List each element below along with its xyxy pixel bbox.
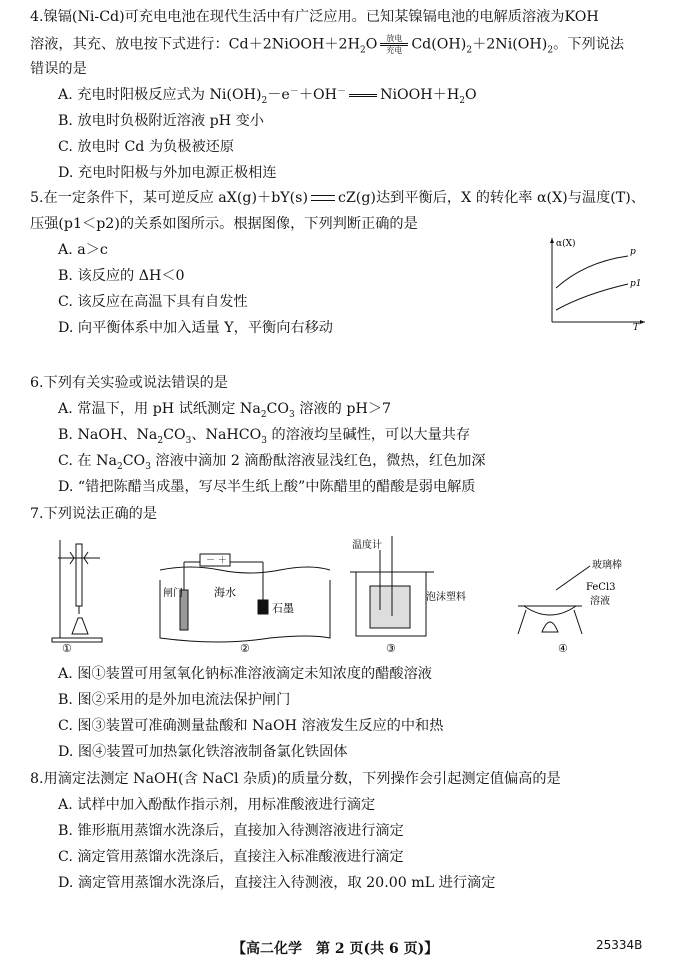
q8-option-b: B. 锥形瓶用蒸馏水洗涤后，直接加入待测溶液进行滴定 <box>58 823 404 839</box>
q6a-p3: 溶液的 pH＞7 <box>294 401 392 417</box>
q5-option-b: B. 该反应的 ΔH＜0 <box>58 268 185 284</box>
q5-l1b: cZ(g)达到平衡后，X 的转化率 α(X)与温度(T)、 <box>338 190 645 206</box>
q6b-p1: B. NaOH、Na <box>58 427 158 443</box>
q6c-p3: 溶液中滴加 2 滴酚酞溶液显浅红色，微热，红色加深 <box>150 453 486 469</box>
q6c-p2: CO <box>122 453 146 469</box>
q4a-p2: －e <box>267 87 290 103</box>
footer-page-info: 【高二化学 第 2 页(共 6 页)】 <box>232 941 439 957</box>
q5-l1a: 5.在一定条件下，某可逆反应 aX(g)＋bY(s) <box>30 190 308 206</box>
q8-option-c: C. 滴定管用蒸馏水洗涤后，直接注入标准酸液进行滴定 <box>58 849 404 865</box>
equals-sign-icon <box>349 94 377 97</box>
q6a-p1: A. 常温下，用 pH 试纸测定 Na <box>58 401 261 417</box>
q6b-p2: CO <box>163 427 186 443</box>
fig3-foam-label: 泡沫塑料 <box>426 592 466 603</box>
q6-stem: 6.下列有关实验或说法错误的是 <box>30 375 228 391</box>
q7-option-b: B. 图②采用的是外加电流法保护闸门 <box>58 692 291 708</box>
reversible-arrow-icon <box>311 195 335 201</box>
graph-xlabel: T <box>633 323 640 332</box>
q8-option-d: D. 滴定管用蒸馏水洗涤后，直接注入待测液，取 20.00 mL 进行滴定 <box>58 875 496 891</box>
q7-option-c: C. 图③装置可准确测量盐酸和 NaOH 溶液发生反应的中和热 <box>58 718 444 734</box>
q4a-p3: ＋OH <box>298 87 338 103</box>
q8-stem: 8.用滴定法测定 NaOH(含 NaCl 杂质)的质量分数，下列操作会引起测定值偏高的是 <box>30 771 561 787</box>
q5-option-c: C. 该反应在高温下具有自发性 <box>58 294 248 310</box>
q5-graph <box>540 232 650 332</box>
fig4-evaporation <box>518 566 590 634</box>
q5-option-d: D. 向平衡体系中加入适量 Y，平衡向右移动 <box>58 320 333 336</box>
graph-ylabel: α(X) <box>556 239 576 249</box>
q5-option-a: A. a＞c <box>58 242 108 258</box>
fig3-thermometer-label: 温度计 <box>352 540 382 551</box>
q4-eq-tail: 。下列说法 <box>553 36 625 53</box>
q6-option-a: A. 常温下，用 pH 试纸测定 $Na_2CO_3$ 溶液的 pH＞7 <box>58 401 392 420</box>
q6-option-c: C. 在 $Na_2CO_3$ 溶液中滴加 2 滴酚酞溶液显浅红色，微热，红色加深 <box>58 453 486 472</box>
q4-option-c: C. 放电时 Cd 为负极被还原 <box>58 139 235 155</box>
q4-option-a: A. 充电时阳极反应式为 $Ni(OH)_2-e^-+OH^-$ $NiOOH+H_2O$ <box>58 86 477 106</box>
q6b-p3: 、NaHCO <box>191 427 262 443</box>
q6-option-d: D. “错把陈醋当成墨，写尽半生纸上酸”中陈醋里的醋酸是弱电解质 <box>58 479 476 495</box>
q5-stem-line2: 压强(p1＜p2)的关系如图所示。根据图像，下列判断正确的是 <box>30 216 418 232</box>
q4-stem-line3: 错误的是 <box>30 61 87 77</box>
q6a-p2: CO <box>266 401 290 417</box>
q6c-p1: C. 在 Na <box>58 453 117 469</box>
fig2-label: ② <box>240 642 250 655</box>
q4-eq-o: O <box>365 36 378 53</box>
q7-option-d: D. 图④装置可加热氯化铁溶液制备氯化铁固体 <box>58 744 348 760</box>
q5-stem-line1 <box>30 189 645 207</box>
graph-curve-bottom: p1 <box>630 279 642 289</box>
discharge-label: 放电 <box>386 34 403 43</box>
q8-option-a: A. 试样中加入酚酞作指示剂，用标准酸液进行滴定 <box>58 797 376 813</box>
footer-code: 25334B <box>596 938 643 952</box>
q6b-p4: 的溶液均呈碱性，可以大量共存 <box>267 427 471 443</box>
fig4-solution-label: 溶液 <box>590 596 610 607</box>
q4-eq-right2: ＋2Ni(OH) <box>472 36 548 53</box>
q4a-p1: A. 充电时阳极反应式为 Ni(OH) <box>58 87 262 103</box>
q4-eq-right1: Cd(OH) <box>411 36 467 53</box>
fig2-battery-sign: － ＋ <box>206 556 227 566</box>
q4-eq-left: 溶液，其充、放电按下式进行：Cd＋2NiOOH＋2H <box>30 36 360 53</box>
q4-stem-line1: 4.镍镉(Ni-Cd)可充电电池在现代生活中有广泛应用。已知某镍镉电池的电解质溶液为KOH <box>30 9 599 25</box>
fig1-burette <box>52 540 102 642</box>
q7-stem: 7.下列说法正确的是 <box>30 506 158 522</box>
q4a-p5: O <box>464 87 477 103</box>
fig1-label: ① <box>62 642 72 655</box>
fig2-seagate <box>160 554 330 642</box>
q6-option-b: B. NaOH、$Na_2CO_3$、NaHCO$_3$ 的溶液均呈碱性，可以大量共存 <box>58 427 471 446</box>
q4-option-d: D. 充电时阳极与外加电源正极相连 <box>58 165 277 181</box>
fig2-graphite-label: 石墨 <box>272 602 294 615</box>
q4a-p4: NiOOH＋H <box>380 87 460 103</box>
fig4-fecl3-label: FeCl3 <box>586 582 616 593</box>
fig2-seawater-label: 海水 <box>214 586 236 599</box>
q7-option-a: A. 图①装置可用氢氧化钠标准溶液滴定未知浓度的醋酸溶液 <box>58 666 432 682</box>
fig4-label: ④ <box>558 642 568 655</box>
fig2-gate-label: 闸门 <box>163 588 183 599</box>
fig4-glass-rod-label: 玻璃棒 <box>592 560 622 571</box>
fig3-label: ③ <box>386 642 396 655</box>
fig3-calorimeter <box>350 536 434 636</box>
q4-option-b: B. 放电时负极附近溶液 pH 变小 <box>58 113 264 129</box>
graph-curve-top: p <box>630 247 636 257</box>
q7-figures <box>30 530 650 656</box>
q4-stem-line2: 溶液，其充、放电按下式进行：$Cd+2NiOOH+2H_2O$ 放电 充电 $Cd(OH)_2+2Ni(OH)_2$。下列说法 <box>30 34 625 56</box>
reaction-arrow-icon <box>379 34 409 55</box>
charge-label: 充电 <box>386 46 403 55</box>
